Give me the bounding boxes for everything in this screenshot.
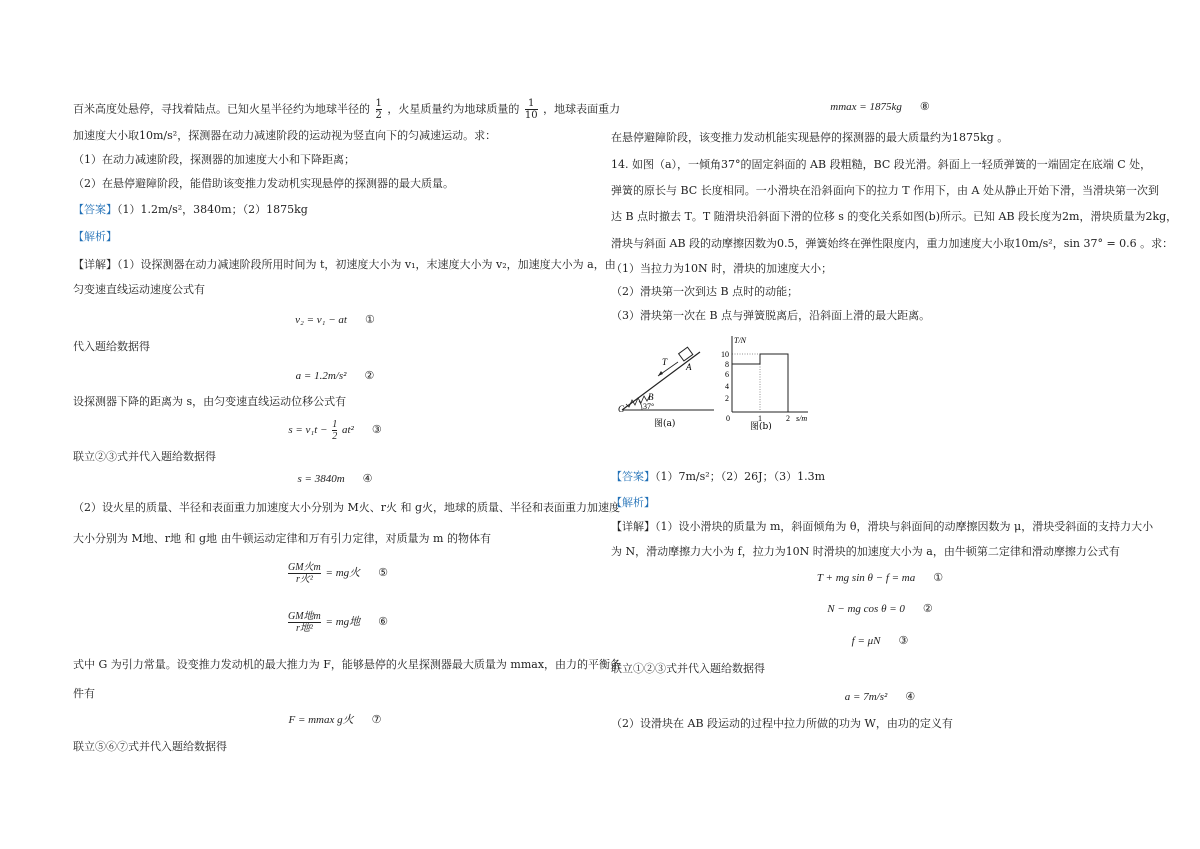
answer-text: （1）7m/s²；（2）26J；（3）1.3m — [655, 470, 826, 483]
equation-number: ③ — [371, 424, 382, 437]
problem-text-line: 加速度大小取10m/s²，探测器在动力减速阶段的运动视为竖直向下的匀减速运动。求： — [73, 129, 497, 142]
fraction-denominator: 2 — [375, 110, 382, 121]
answer-tag: 【答案】 — [73, 203, 117, 216]
equation-number: ⑧ — [919, 101, 930, 113]
y-tick: 10 — [721, 350, 729, 359]
detail-text: 联立①②③式并代入题给数据得 — [611, 662, 765, 675]
fraction — [332, 419, 337, 442]
equation-body: f = μN — [851, 635, 881, 647]
analysis-tag: 【解析】 — [73, 230, 117, 243]
equation-body: s = 3840m — [297, 473, 345, 485]
fraction-numerator: GM地m — [288, 611, 321, 622]
detail-text: （2）设火星的质量、半径和表面重力加速度大小分别为 M火、r火 和 g火，地球的质量、半径和表面重力加速度 — [73, 501, 621, 514]
equation-3 — [250, 419, 420, 442]
detail-text: 匀变速直线运动速度公式有 — [73, 283, 205, 296]
equation-r4 — [780, 690, 980, 704]
equation-number: ① — [364, 314, 375, 326]
fraction-numerator: 1 — [528, 98, 535, 109]
detail-text: 式中 G 为引力常量。设变推力发动机的最大推力为 F，能够悬停的火星探测器最大质量为 mmax，由力的平衡条 — [73, 658, 622, 671]
arrow-head — [658, 371, 663, 376]
equation-body: F = mmax g火 — [288, 714, 354, 726]
text-segment: ，地球表面重力 — [543, 102, 621, 116]
detail-text: 在悬停避障阶段，该变推力发动机能实现悬停的探测器的最大质量约为1875kg 。 — [611, 131, 1009, 144]
equation-number: ① — [933, 572, 944, 584]
x-tick: 1 — [758, 414, 762, 423]
question-2: （2）在悬停避障阶段，能借助该变推力发动机实现悬停的探测器的最大质量。 — [73, 177, 454, 190]
detail-text: 联立⑤⑥⑦式并代入题给数据得 — [73, 740, 227, 753]
fraction — [525, 98, 538, 121]
equation-body: = mg火 — [325, 567, 361, 580]
fraction — [288, 611, 321, 634]
label-angle: 37° — [643, 402, 655, 411]
fraction-numerator: GM火m — [288, 562, 321, 573]
equation-number: ② — [364, 370, 375, 382]
answer-tag: 【答案】 — [611, 470, 655, 483]
label-B: B — [648, 392, 654, 402]
detail-text: 【详解】（1）设探测器在动力减速阶段所用时间为 t，初速度大小为 v₁，末速度大小为 v₂，加速度大小为 a，由 — [73, 258, 616, 271]
x-axis-label: s/m — [796, 414, 808, 423]
equation-r1 — [780, 571, 980, 585]
question-2: （2）滑块第一次到达 B 点时的动能； — [611, 285, 799, 298]
equation-r2 — [780, 602, 980, 616]
x-tick: 2 — [786, 414, 790, 423]
detail-text: 代入题给数据得 — [73, 340, 150, 353]
fraction — [376, 98, 382, 121]
fraction — [288, 562, 321, 585]
equation-2 — [250, 369, 420, 383]
caption-b: 图(b) — [750, 422, 772, 430]
detail-text: 【详解】（1）设小滑块的质量为 m，斜面倾角为 θ，滑块与斜面间的动摩擦因数为 μ，滑块受斜面的支持力大小 — [611, 520, 1154, 533]
equation-body: = mg地 — [325, 616, 361, 629]
y-tick: 2 — [725, 394, 729, 403]
problem-text-line — [73, 98, 620, 121]
equation-number: ③ — [898, 635, 909, 647]
fraction-denominator: r地² — [288, 622, 321, 634]
y-tick: 4 — [725, 382, 729, 391]
equation-number: ⑥ — [378, 616, 389, 629]
t-curve — [732, 354, 788, 412]
label-A: A — [686, 362, 692, 372]
equation-number: ④ — [905, 691, 916, 703]
question-1: （1）在动力减速阶段，探测器的加速度大小和下降距离； — [73, 153, 355, 166]
equation-body: T + mg sin θ − f = ma — [816, 572, 916, 584]
y-tick: 8 — [725, 360, 729, 369]
detail-text: 大小分别为 M地、r地 和 g地 由牛顿运动定律和万有引力定律，对质量为 m 的物体有 — [73, 532, 491, 545]
problem-text-line: 滑块与斜面 AB 段的动摩擦因数为0.5，弹簧始终在弹性限度内，重力加速度大小取10m/s²，sin 37° = 0.6 。求： — [611, 237, 1174, 250]
origin-label: 0 — [726, 414, 730, 423]
equation-number: ⑦ — [371, 714, 382, 726]
answer-line — [73, 203, 308, 217]
equation-number: ④ — [362, 473, 373, 485]
equation-7 — [250, 713, 420, 727]
incline-line — [622, 352, 700, 410]
equation-number: ⑤ — [378, 567, 389, 580]
fraction-numerator: 1 — [332, 419, 338, 430]
answer-line — [611, 470, 825, 484]
figure-a-incline — [618, 338, 718, 430]
equation-r3 — [780, 634, 980, 648]
equation-body: s = v₁t − — [288, 424, 328, 437]
equation-6 — [286, 611, 388, 634]
analysis-tag: 【解析】 — [611, 496, 655, 509]
question-3: （3）滑块第一次在 B 点与弹簧脱离后，沿斜面上滑的最大距离。 — [611, 309, 931, 322]
label-T: T — [662, 357, 668, 367]
detail-text: 设探测器下降的距离为 s，由匀变速直线运动位移公式有 — [73, 395, 347, 408]
caption-a: 图(a) — [654, 419, 676, 429]
equation-body: at² — [341, 424, 354, 437]
problem-text-line: 达 B 点时撤去 T。T 随滑块沿斜面下滑的位移 s 的变化关系如图(b)所示。已知 AB 段长度为2m，滑块质量为2kg， — [611, 210, 1178, 223]
answer-text: （1）1.2m/s²，3840m；（2）1875kg — [117, 203, 308, 216]
equation-body: v₂ = v₁ − at — [295, 314, 347, 326]
equation-1 — [250, 313, 420, 327]
fraction-denominator: 10 — [524, 110, 538, 121]
detail-text: （2）设滑块在 AB 段运动的过程中拉力所做的功为 W，由功的定义有 — [611, 717, 953, 730]
problem-text-line: 14. 如图（a），一倾角37°的固定斜面的 AB 段粗糙，BC 段光滑。斜面上一轻质弹簧的一端固定在底端 C 处， — [611, 158, 1152, 171]
equation-body: mmax = 1875kg — [830, 101, 902, 113]
fraction-numerator: 1 — [375, 98, 382, 109]
label-C: C — [618, 404, 625, 414]
equation-4 — [250, 472, 420, 486]
question-1: （1）当拉力为10N 时，滑块的加速度大小； — [611, 262, 833, 275]
y-tick: 6 — [725, 370, 729, 379]
equation-8 — [790, 100, 970, 114]
equation-body: a = 7m/s² — [844, 691, 888, 703]
text-segment: 百米高度处悬停，寻找着陆点。已知火星半径约为地球半径的 — [73, 102, 370, 116]
fraction-denominator: 2 — [332, 431, 338, 442]
equation-5 — [286, 562, 388, 585]
detail-text: 件有 — [73, 687, 95, 700]
text-segment: ，火星质量约为地球质量的 — [387, 102, 520, 116]
detail-text: 为 N，滑动摩擦力大小为 f，拉力为10N 时滑块的加速度大小为 a，由牛顿第二定律和滑动摩擦力公式有 — [611, 545, 1120, 558]
figure-b-graph — [718, 330, 818, 430]
fraction-denominator: r火² — [288, 573, 321, 585]
equation-body: N − mg cos θ = 0 — [827, 603, 905, 615]
equation-number: ② — [922, 603, 933, 615]
detail-text: 联立②③式并代入题给数据得 — [73, 450, 216, 463]
equation-body: a = 1.2m/s² — [295, 370, 347, 382]
y-axis-label: T/N — [734, 336, 747, 345]
problem-text-line: 弹簧的原长与 BC 长度相同。一小滑块在沿斜面向下的拉力 T 作用下，由 A 处从静止开始下滑，当滑块第一次到 — [611, 184, 1159, 197]
